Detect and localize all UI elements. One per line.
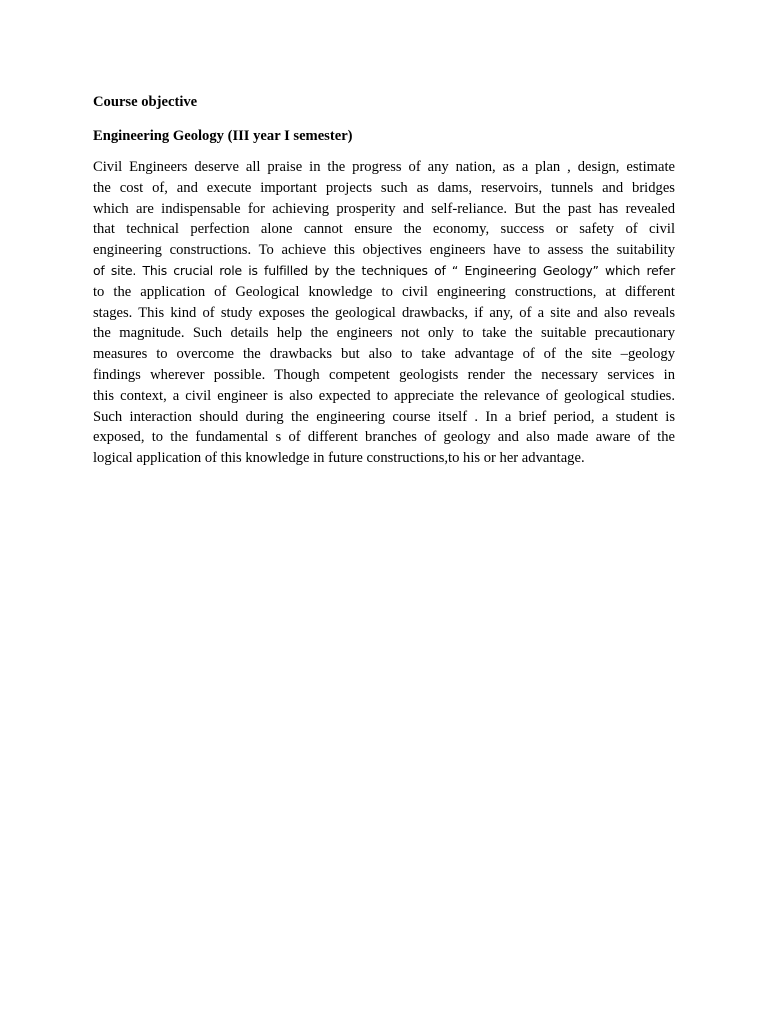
paragraph-line: that technical perfection alone cannot ensure the economy, success or safety of civil	[93, 221, 675, 238]
paragraph-line: Such interaction should during the engineering course itself . In a brief period, a student is	[93, 408, 675, 425]
course-title-heading: Engineering Geology (III year I semester)	[93, 128, 353, 144]
paragraph-line: the cost of, and execute important projects such as dams, reservoirs, tunnels and bridges	[93, 179, 675, 196]
course-objective-paragraph	[93, 157, 675, 469]
paragraph-line: which are indispensable for achieving prosperity and self-reliance. But the past has revealed	[93, 200, 675, 217]
paragraph-line: findings wherever possible. Though competent geologists render the necessary services in	[93, 366, 675, 383]
paragraph-line: the magnitude. Such details help the engineers not only to take the suitable precautionary	[93, 325, 675, 342]
paragraph-line: Civil Engineers deserve all praise in the progress of any nation, as a plan , design, estimate	[93, 159, 675, 175]
paragraph-line: to the application of Geological knowledge to civil engineering constructions, at different	[93, 283, 675, 300]
paragraph-line: exposed, to the fundamental s of different branches of geology and also made aware of the	[93, 429, 675, 446]
course-objective-heading: Course objective	[93, 94, 198, 110]
paragraph-line: stages. This kind of study exposes the geological drawbacks, if any, of a site and also reveals	[93, 304, 675, 321]
paragraph-line: logical application of this knowledge in future constructions,to his or her advantage.	[93, 450, 585, 467]
document-content	[93, 92, 675, 469]
paragraph-line: measures to overcome the drawbacks but also to take advantage of of the site –geology	[93, 346, 675, 363]
paragraph-line: engineering constructions. To achieve this objectives engineers have to assess the suitability	[93, 242, 675, 259]
paragraph-line: this context, a civil engineer is also expected to appreciate the relevance of geological studies.	[93, 387, 675, 404]
paragraph-line: of site. This crucial role is fulfilled by the techniques of “ Engineering Geology” which refer	[93, 262, 675, 278]
